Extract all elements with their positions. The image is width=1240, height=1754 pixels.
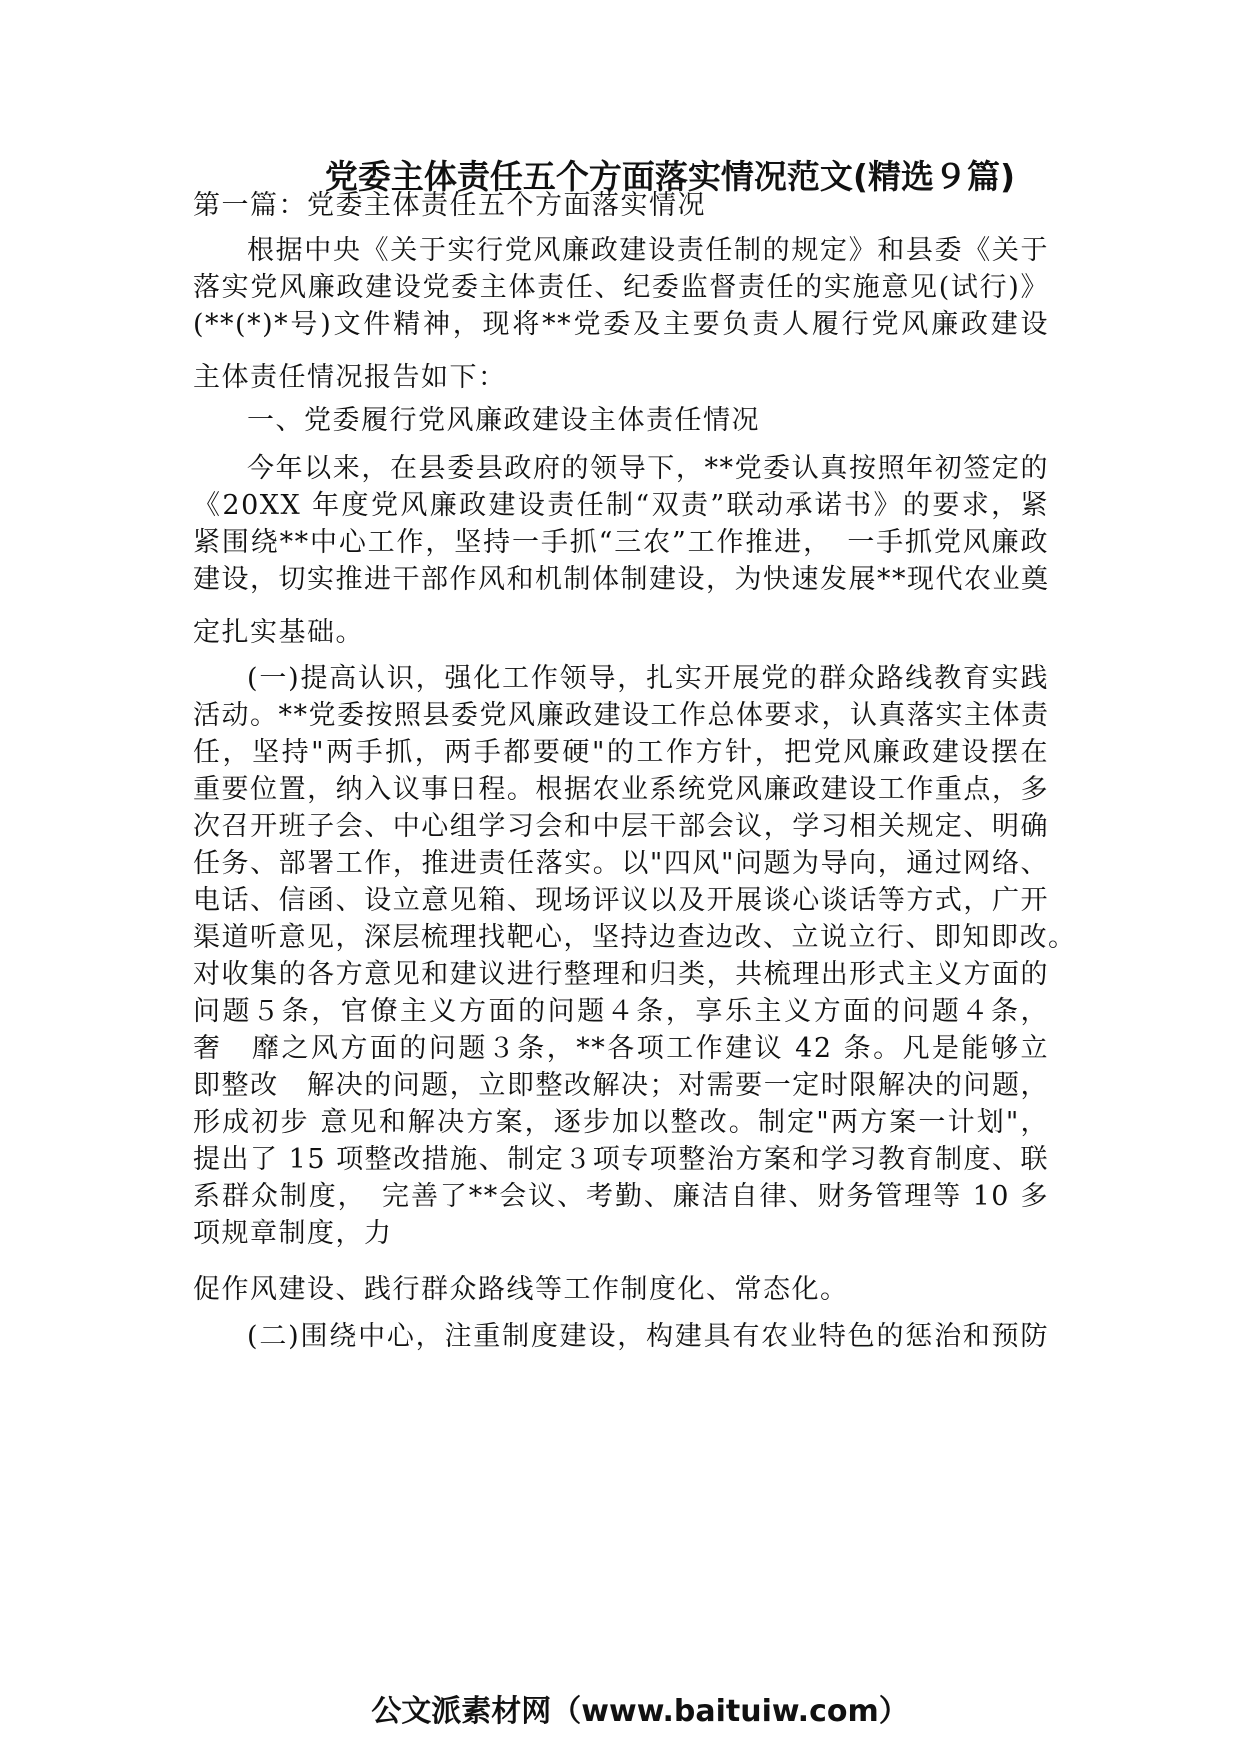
footer-credit: 公文派素材网（www.baituiw.com） (371, 1694, 909, 1729)
paragraph-line: 任，坚持"两手抓，两手都要硬"的工作方针，把党风廉政建设摆在 (193, 737, 1049, 768)
paragraph-line: (一)提高认识，强化工作领导，扎实开展党的群众路线教育实践 (247, 663, 1049, 694)
paragraph-line: 次召开班子会、中心组学习会和中层干部会议，学习相关规定、明确 (193, 811, 1049, 842)
paragraph-line: 活动。**党委按照县委党风廉政建设工作总体要求，认真落实主体责 (193, 700, 1050, 731)
paragraph-line: (**(*)*号)文件精神，现将**党委及主要负责人履行党风廉政建设 (193, 309, 1049, 340)
paragraph-line: 落实党风廉政建设党委主体责任、纪委监督责任的实施意见(试行)》 (193, 272, 1049, 303)
paragraph-line: 定扎实基础。 (193, 617, 364, 648)
paragraph-line: 项规章制度，力 (193, 1218, 393, 1249)
paragraph-line: 系群众制度， 完善了**会议、考勤、廉洁自律、财务管理等 10 多 (193, 1181, 1049, 1212)
paragraph-line: 电话、信函、设立意见箱、现场评议以及开展谈心谈话等方式，广开 (193, 885, 1049, 916)
paragraph-line: 根据中央《关于实行党风廉政建设责任制的规定》和县委《关于 (247, 235, 1049, 266)
subheading-line: 一、党委履行党风廉政建设主体责任情况 (247, 405, 760, 436)
paragraph-line: 促作风建设、践行群众路线等工作制度化、常态化。 (193, 1274, 849, 1305)
paragraph-line: 奢 靡之风方面的问题３条，**各项工作建议 42 条。凡是能够立 (193, 1033, 1049, 1064)
paragraph-line: 任务、部署工作，推进责任落实。以"四风"问题为导向，通过网络、 (193, 848, 1049, 879)
paragraph-line: 对收集的各方意见和建议进行整理和归类，共梳理出形式主义方面的 (193, 959, 1049, 990)
paragraph-line: 渠道听意见，深层梳理找靶心，坚持边查边改、立说立行、即知即改。 (193, 922, 1077, 953)
paragraph-line: 主体责任情况报告如下： (193, 362, 507, 393)
paragraph-line: 重要位置，纳入议事日程。根据农业系统党风廉政建设工作重点，多 (193, 774, 1049, 805)
paragraph-line: (二)围绕中心，注重制度建设，构建具有农业特色的惩治和预防 (247, 1321, 1049, 1352)
paragraph-line: 问题５条，官僚主义方面的问题４条，享乐主义方面的问题４条， (193, 996, 1049, 1027)
page-title: 党委主体责任五个方面落实情况范文(精选９篇) (324, 157, 1016, 196)
paragraph-line: 今年以来，在县委县政府的领导下，**党委认真按照年初签定的 (247, 453, 1049, 484)
paragraph-line: 提出了 15 项整改措施、制定３项专项整治方案和学习教育制度、联 (193, 1144, 1049, 1175)
paragraph-line: 建设，切实推进干部作风和机制体制建设，为快速发展**现代农业奠 (193, 564, 1050, 595)
section-heading: 第一篇：党委主体责任五个方面落实情况 (193, 190, 706, 221)
paragraph-line: 即整改 解决的问题，立即整改解决；对需要一定时限解决的问题， (193, 1070, 1049, 1101)
paragraph-line: 形成初步 意见和解决方案，逐步加以整改。制定"两方案一计划"， (193, 1107, 1049, 1138)
paragraph-line: 《20XX 年度党风廉政建设责任制“双责”联动承诺书》的要求，紧 (193, 490, 1049, 521)
paragraph-line: 紧围绕**中心工作，坚持一手抓“三农”工作推进， 一手抓党风廉政 (193, 527, 1049, 558)
